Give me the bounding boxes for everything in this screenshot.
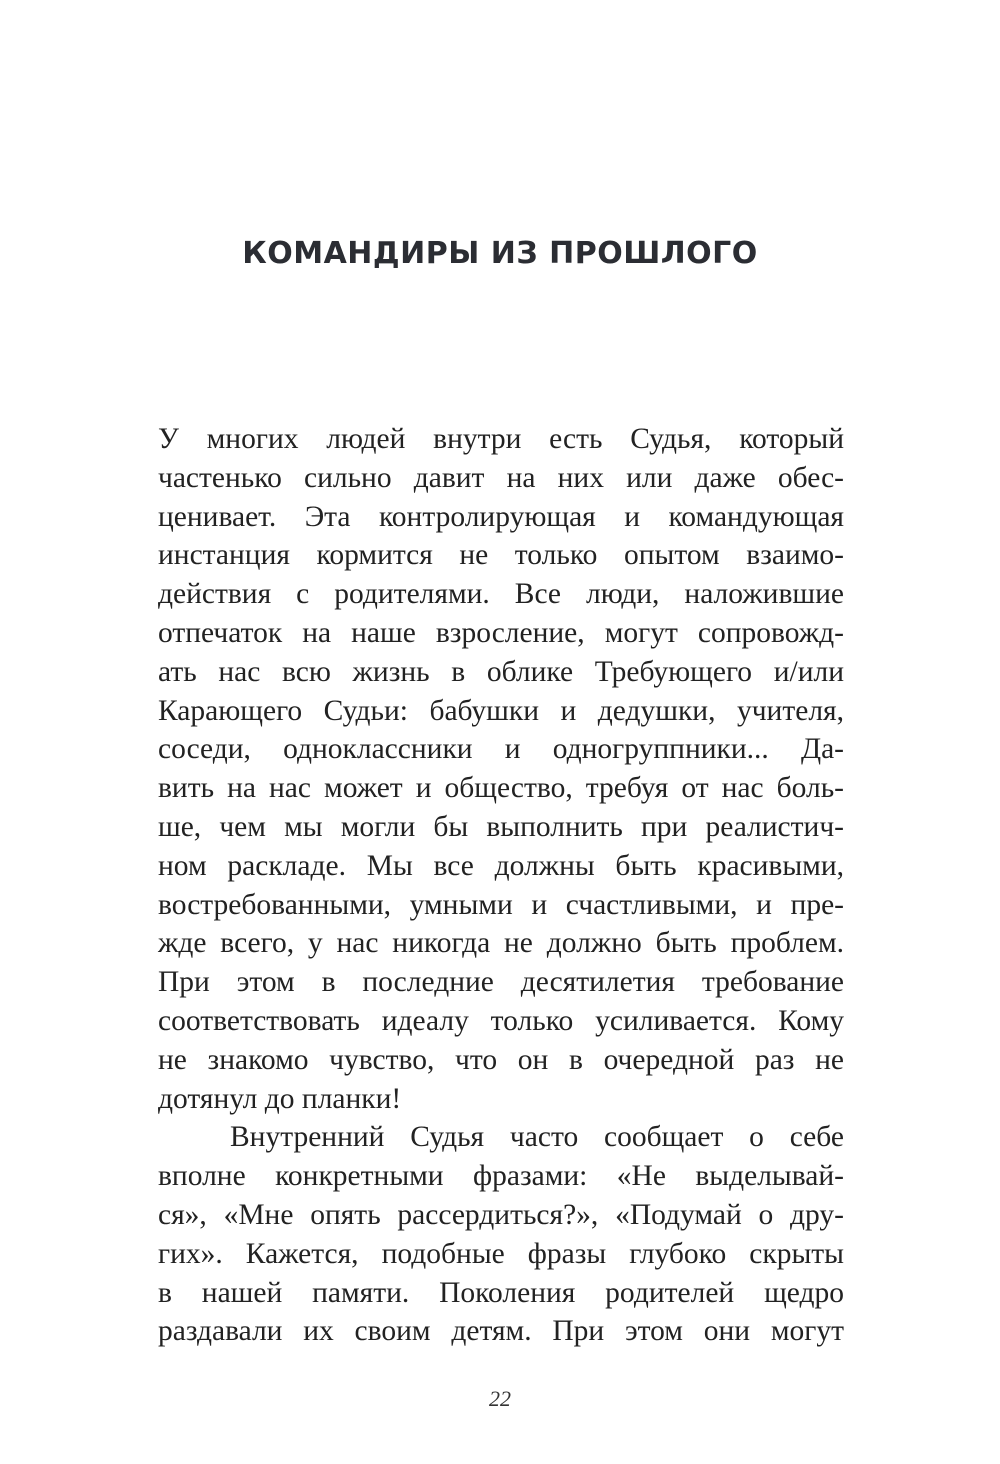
paragraph-2-line: вполне конкретными фразами: «Не выделывай- xyxy=(158,1160,844,1193)
paragraph-1-line: действия с родителями. Все люди, наложившие xyxy=(158,578,844,611)
paragraph-1-line: При этом в последние десятилетия требование xyxy=(158,966,844,999)
paragraph-2-line: Внутренний Судья часто сообщает о себе xyxy=(230,1121,844,1154)
page-number: 22 xyxy=(489,1386,511,1411)
paragraph-1-line: ном раскладе. Мы все должны быть красивыми, xyxy=(158,849,844,882)
paragraph-2-line: раздавали их своим детям. При этом они могут xyxy=(158,1315,844,1348)
chapter-title: КОМАНДИРЫ ИЗ ПРОШЛОГО xyxy=(242,236,758,271)
paragraph-1-line: вить на нас может и общество, требуя от нас боль- xyxy=(158,772,844,805)
paragraph-2-line: гих». Кажется, подобные фразы глубоко скрыты xyxy=(158,1237,844,1270)
paragraph-1-line: У многих людей внутри есть Судья, который xyxy=(158,423,844,455)
paragraph-2-line: в нашей памяти. Поколения родителей щедро xyxy=(158,1276,844,1309)
paragraph-2-line: ся», «Мне опять рассердиться?», «Подумай о дру- xyxy=(158,1198,844,1231)
paragraph-1-line: соседи, одноклассники и одногруппники... Да- xyxy=(158,733,844,766)
paragraph-1-line: частенько сильно давит на них или даже обес- xyxy=(158,461,844,494)
paragraph-1-line: дотянул до планки! xyxy=(158,1082,402,1115)
body-text xyxy=(158,420,844,1351)
paragraph-1-line: не знакомо чувство, что он в очередной раз не xyxy=(158,1043,844,1076)
paragraph-1-line: ать нас всю жизнь в облике Требующего и/или xyxy=(158,655,844,688)
paragraph-1-line: жде всего, у нас никогда не должно быть проблем. xyxy=(158,927,844,960)
paragraph-1-line: ценивает. Эта контролирующая и командующая xyxy=(158,500,844,533)
paragraph-1-line: отпечаток на наше взросление, могут сопровожд- xyxy=(158,616,844,649)
paragraph-1-line: востребованными, умными и счастливыми, и пре- xyxy=(158,888,844,921)
paragraph-1-line: ше, чем мы могли бы выполнить при реалистич- xyxy=(158,810,844,843)
paragraph-1-line: соответствовать идеалу только усиливается. Кому xyxy=(158,1004,844,1037)
paragraph-1-line: инстанция кормится не только опытом взаимо- xyxy=(158,539,844,572)
paragraph-1-line: Карающего Судьи: бабушки и дедушки, учителя, xyxy=(158,694,844,727)
